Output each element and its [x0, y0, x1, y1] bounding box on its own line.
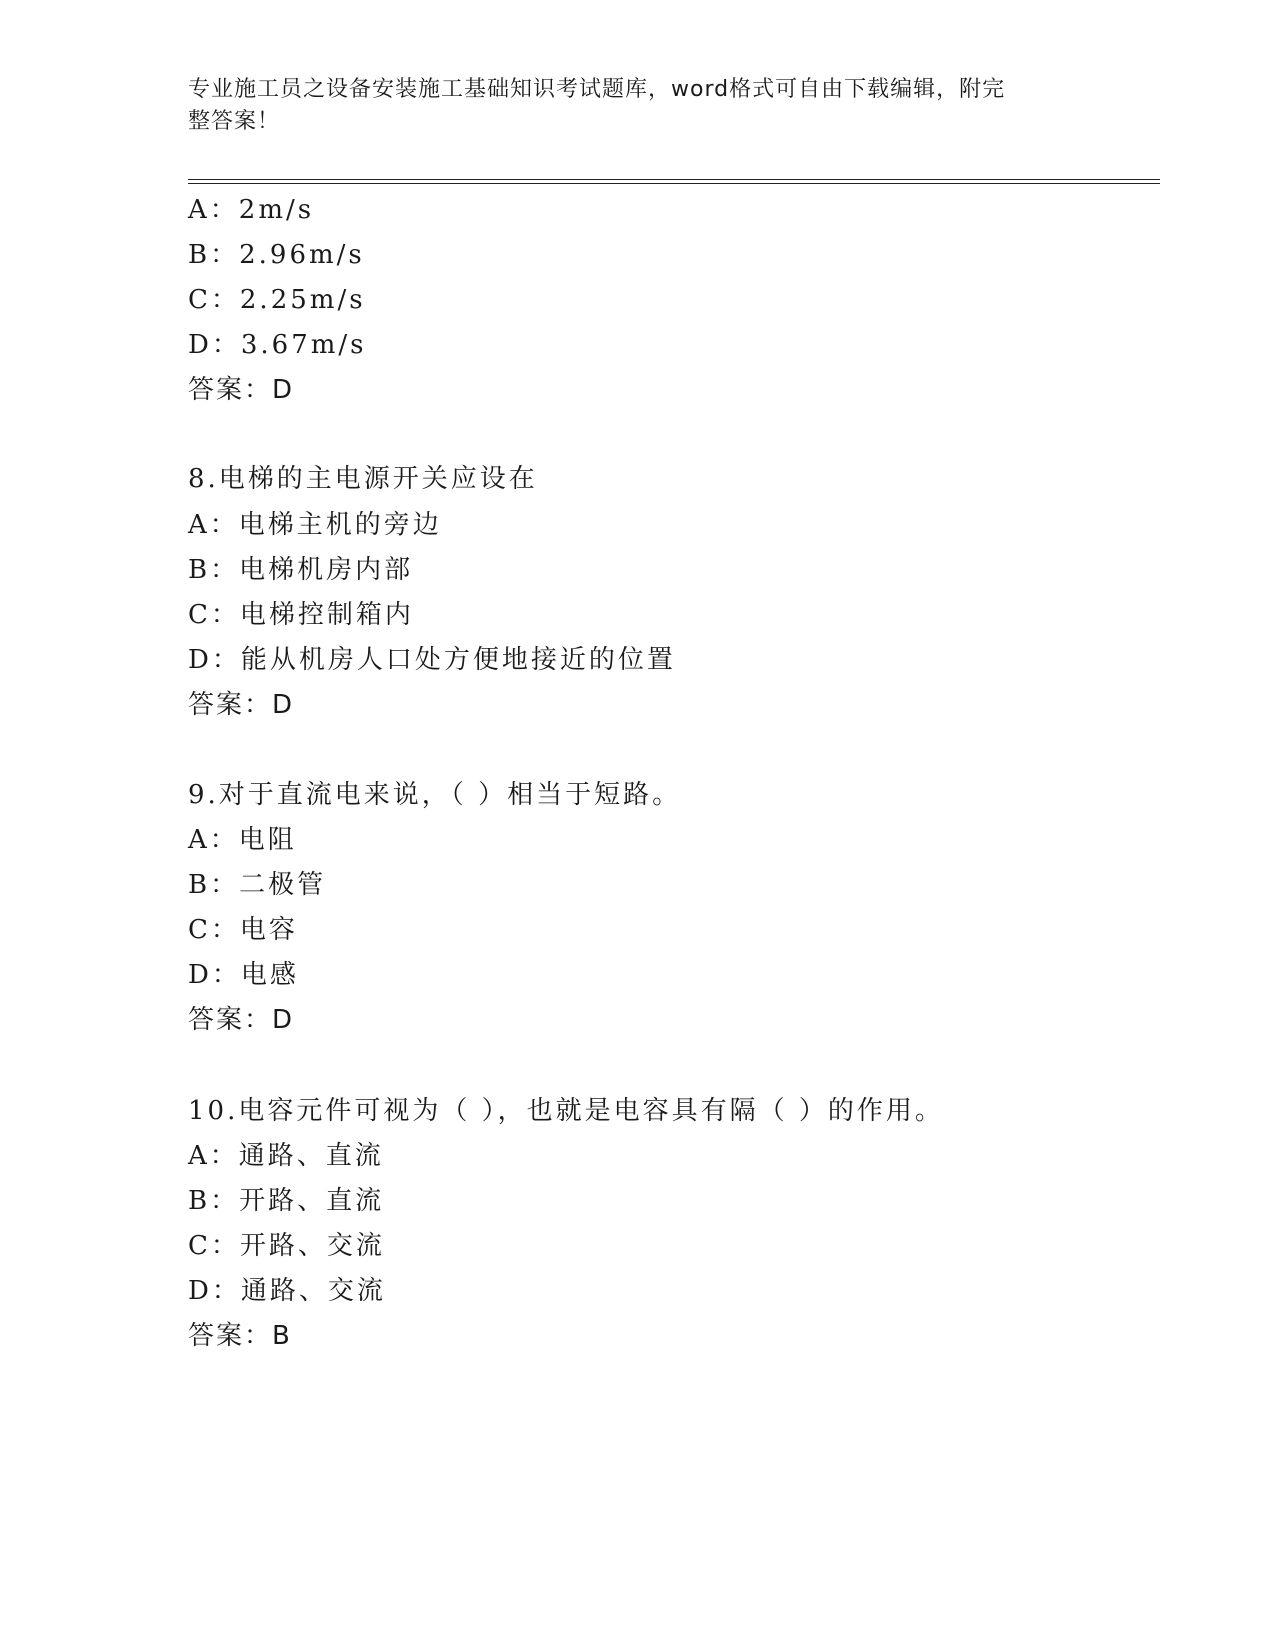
question-text: 8.电梯的主电源开关应设在 [188, 464, 538, 494]
answer: 答案：B [188, 1321, 292, 1351]
option-b: B：二极管 [188, 870, 327, 900]
option-a: A：通路、直流 [188, 1141, 384, 1171]
header-line-2: 整答案！ [188, 109, 281, 134]
option-d: D：通路、交流 [188, 1276, 386, 1306]
answer: 答案：D [188, 690, 295, 720]
question-text: 10.电容元件可视为（ ），也就是电容具有隔（ ）的作用。 [188, 1096, 944, 1126]
option-c: C：开路、交流 [188, 1231, 385, 1261]
header-line-1: 专业施工员之设备安装施工基础知识考试题库，word格式可自由下载编辑，附完 [188, 77, 1006, 102]
option-d: D：3.67m/s [188, 330, 367, 360]
option-b: B：电梯机房内部 [188, 555, 414, 585]
option-a: A：电阻 [188, 825, 297, 855]
answer: 答案：D [188, 1005, 295, 1035]
option-c: C：2.25m/s [188, 285, 366, 315]
option-c: C：电梯控制箱内 [188, 600, 414, 630]
answer: 答案：D [188, 375, 295, 405]
question-text: 9.对于直流电来说，（ ）相当于短路。 [188, 780, 682, 810]
option-a: A：2m/s [188, 195, 315, 225]
option-d: D：电感 [188, 960, 299, 990]
option-c: C：电容 [188, 915, 298, 945]
option-b: B：2.96m/s [188, 240, 365, 270]
document-header [188, 74, 1068, 138]
option-b: B：开路、直流 [188, 1186, 385, 1216]
option-a: A：电梯主机的旁边 [188, 510, 442, 540]
option-d: D：能从机房人口处方便地接近的位置 [188, 645, 676, 675]
header-divider [188, 179, 1160, 184]
